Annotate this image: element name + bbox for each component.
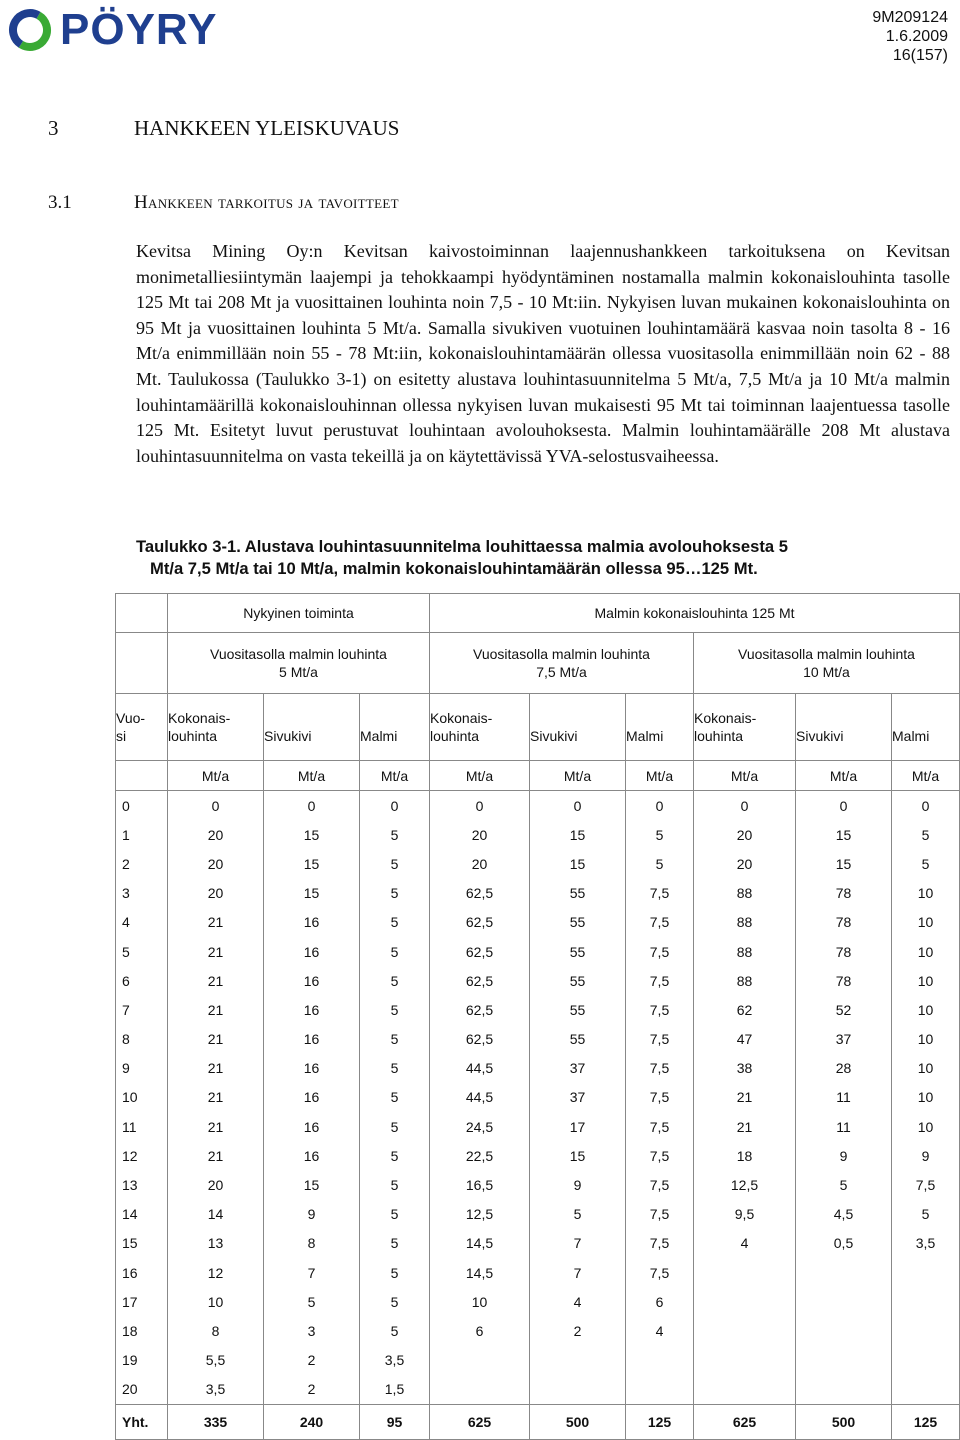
value-cell <box>626 1346 694 1375</box>
value-cell: 62,5 <box>430 966 530 995</box>
subsection-heading <box>48 192 399 214</box>
value-cell: 55 <box>530 966 626 995</box>
value-cell: 21 <box>168 966 264 995</box>
value-cell: 6 <box>626 1287 694 1316</box>
value-cell: 16,5 <box>430 1170 530 1199</box>
value-cell: 55 <box>530 995 626 1024</box>
year-cell: 13 <box>116 1170 168 1199</box>
body-paragraph: Kevitsa Mining Oy:n Kevitsan kaivostoiminnan laajennushankkeen tarkoituksena on Kevitsan monimetalliesiintymän laajempi ja tehokkaampi hyödyntäminen nostamalla malmin kokonaislouhinta tasolle 125 Mt tai 208 Mt ja vuosittainen louhinta noin 7,5 - 10 Mt:iin. Nykyisen luvan mukainen kokonaislouhinta on 95 Mt ja vuosittainen louhinta 5 Mt/a. Samalla sivukiven vuotuinen louhintamäärä kasvaa noin tasolta 8 - 16 Mt/a enimmillään noin 55 - 78 Mt:iin, kokonaislouhintamäärän ollessa vuositasolla enimmillään noin 62 - 88 Mt. Taulukossa (Taulukko 3-1) on esitetty alustava louhintasuunnitelma 5 Mt/a, 7,5 Mt/a ja 10 Mt/a malmin louhintamäärillä kokonaislouhinnan ollessa nykyisen luvan mukaisesti 95 Mt tai toiminnan laajentuessa tasolle 125 Mt. Esitetyt luvut perustuvat louhintaan avolouhoksesta. Malmin louhintamäärälle 208 Mt alustava louhintasuunnitelma on vasta tekeillä ja on käytettävissä YVA-selostusvaiheessa. <box>136 241 950 466</box>
total-cell: 125 <box>892 1404 960 1439</box>
section-number: 3 <box>48 116 59 140</box>
col-header-waste: Sivukivi <box>530 694 626 761</box>
table-caption-line1: Taulukko 3-1. Alustava louhintasuunnitelma louhittaessa malmia avolouhoksesta 5 <box>136 537 788 556</box>
document-date: 1.6.2009 <box>885 28 948 45</box>
value-cell: 0,5 <box>796 1229 892 1258</box>
value-cell: 16 <box>264 1025 360 1054</box>
value-cell: 28 <box>796 1054 892 1083</box>
poyry-logo-icon <box>8 8 52 52</box>
value-cell: 4,5 <box>796 1200 892 1229</box>
value-cell: 78 <box>796 879 892 908</box>
value-cell: 88 <box>694 908 796 937</box>
value-cell: 9 <box>796 1141 892 1170</box>
value-cell: 5 <box>360 1287 430 1316</box>
value-cell <box>430 1375 530 1405</box>
value-cell: 55 <box>530 1025 626 1054</box>
value-cell: 15 <box>264 849 360 878</box>
value-cell: 20 <box>168 849 264 878</box>
value-cell: 0 <box>892 791 960 821</box>
value-cell: 37 <box>530 1083 626 1112</box>
value-cell: 0 <box>360 791 430 821</box>
value-cell: 0 <box>796 791 892 821</box>
year-cell: 6 <box>116 966 168 995</box>
value-cell: 7,5 <box>626 1112 694 1141</box>
unit-cell: Mt/a <box>796 761 892 791</box>
year-cell: 8 <box>116 1025 168 1054</box>
value-cell: 5 <box>360 1200 430 1229</box>
value-cell: 12,5 <box>694 1170 796 1199</box>
value-cell: 10 <box>892 1025 960 1054</box>
value-cell <box>796 1316 892 1345</box>
value-cell: 21 <box>694 1112 796 1141</box>
value-cell: 21 <box>694 1083 796 1112</box>
total-cell: 500 <box>796 1404 892 1439</box>
value-cell: 20 <box>694 849 796 878</box>
value-cell: 14,5 <box>430 1229 530 1258</box>
logo-text: PÖYRY <box>60 5 218 54</box>
value-cell: 62,5 <box>430 995 530 1024</box>
value-cell: 5 <box>360 937 430 966</box>
table-row <box>116 1141 960 1170</box>
value-cell: 88 <box>694 937 796 966</box>
table-row <box>116 1258 960 1287</box>
total-label: Yht. <box>116 1404 168 1439</box>
value-cell: 10 <box>892 966 960 995</box>
value-cell: 20 <box>430 849 530 878</box>
value-cell: 7,5 <box>626 1200 694 1229</box>
col-header-ore: Malmi <box>892 694 960 761</box>
value-cell: 5 <box>892 849 960 878</box>
value-cell <box>796 1375 892 1405</box>
value-cell: 9 <box>264 1200 360 1229</box>
value-cell: 5 <box>360 1054 430 1083</box>
year-cell: 14 <box>116 1200 168 1229</box>
value-cell: 0 <box>530 791 626 821</box>
corner-cell <box>116 594 168 633</box>
value-cell: 10 <box>892 937 960 966</box>
value-cell: 5 <box>530 1200 626 1229</box>
value-cell: 78 <box>796 937 892 966</box>
year-cell: 2 <box>116 849 168 878</box>
value-cell: 44,5 <box>430 1054 530 1083</box>
table-row <box>116 1200 960 1229</box>
value-cell: 62,5 <box>430 937 530 966</box>
value-cell: 20 <box>168 820 264 849</box>
value-cell: 15 <box>264 1170 360 1199</box>
value-cell: 2 <box>264 1375 360 1405</box>
value-cell: 78 <box>796 908 892 937</box>
value-cell: 16 <box>264 1054 360 1083</box>
unit-cell: Mt/a <box>264 761 360 791</box>
value-cell: 10 <box>430 1287 530 1316</box>
value-cell: 3,5 <box>168 1375 264 1405</box>
value-cell: 44,5 <box>430 1083 530 1112</box>
section-title: HANKKEEN YLEISKUVAUS <box>134 116 400 140</box>
value-cell: 7 <box>264 1258 360 1287</box>
value-cell: 2 <box>530 1316 626 1345</box>
value-cell <box>530 1346 626 1375</box>
table-row <box>116 791 960 821</box>
value-cell: 55 <box>530 879 626 908</box>
value-cell: 15 <box>796 849 892 878</box>
value-cell: 13 <box>168 1229 264 1258</box>
unit-cell: Mt/a <box>430 761 530 791</box>
value-cell: 7,5 <box>626 995 694 1024</box>
value-cell: 15 <box>530 1141 626 1170</box>
subsection-number: 3.1 <box>48 192 72 213</box>
value-cell: 37 <box>530 1054 626 1083</box>
value-cell: 62 <box>694 995 796 1024</box>
total-cell: 625 <box>694 1404 796 1439</box>
table-row <box>116 1346 960 1375</box>
total-cell: 240 <box>264 1404 360 1439</box>
value-cell: 0 <box>430 791 530 821</box>
total-cell: 125 <box>626 1404 694 1439</box>
value-cell: 4 <box>530 1287 626 1316</box>
value-cell: 5 <box>796 1170 892 1199</box>
year-cell: 3 <box>116 879 168 908</box>
table-row <box>116 995 960 1024</box>
col-header-waste: Sivukivi <box>264 694 360 761</box>
value-cell: 7,5 <box>892 1170 960 1199</box>
value-cell: 5 <box>360 1112 430 1141</box>
value-cell: 4 <box>626 1316 694 1345</box>
value-cell <box>694 1316 796 1345</box>
document-meta <box>872 8 948 65</box>
value-cell: 5 <box>626 820 694 849</box>
group-header-expanded: Malmin kokonaislouhinta 125 Mt <box>430 594 960 633</box>
value-cell: 15 <box>530 820 626 849</box>
value-cell: 21 <box>168 1025 264 1054</box>
value-cell: 9,5 <box>694 1200 796 1229</box>
value-cell: 62,5 <box>430 1025 530 1054</box>
value-cell <box>694 1375 796 1405</box>
col-header-total: Kokonais- louhinta <box>168 694 264 761</box>
value-cell: 55 <box>530 908 626 937</box>
table-row <box>116 1375 960 1405</box>
total-cell: 625 <box>430 1404 530 1439</box>
value-cell: 5,5 <box>168 1346 264 1375</box>
value-cell: 7,5 <box>626 1025 694 1054</box>
table-row <box>116 1287 960 1316</box>
value-cell <box>892 1375 960 1405</box>
col-header-ore: Malmi <box>360 694 430 761</box>
value-cell: 37 <box>796 1025 892 1054</box>
value-cell <box>694 1258 796 1287</box>
value-cell: 18 <box>694 1141 796 1170</box>
value-cell: 20 <box>694 820 796 849</box>
value-cell: 38 <box>694 1054 796 1083</box>
total-row <box>116 1404 960 1439</box>
value-cell: 12 <box>168 1258 264 1287</box>
value-cell: 3 <box>264 1316 360 1345</box>
value-cell <box>892 1287 960 1316</box>
value-cell <box>892 1346 960 1375</box>
value-cell: 21 <box>168 908 264 937</box>
unit-cell: Mt/a <box>892 761 960 791</box>
mining-plan-table <box>115 593 960 1440</box>
value-cell: 21 <box>168 1054 264 1083</box>
value-cell: 7,5 <box>626 937 694 966</box>
table-row <box>116 1025 960 1054</box>
value-cell: 15 <box>264 820 360 849</box>
value-cell: 16 <box>264 966 360 995</box>
value-cell: 7,5 <box>626 879 694 908</box>
scenario-header-5: Vuositasolla malmin louhinta 5 Mt/a <box>168 633 430 694</box>
year-cell: 20 <box>116 1375 168 1405</box>
value-cell: 20 <box>430 820 530 849</box>
value-cell: 3,5 <box>892 1229 960 1258</box>
value-cell <box>530 1375 626 1405</box>
value-cell: 5 <box>360 966 430 995</box>
value-cell: 7,5 <box>626 1083 694 1112</box>
year-cell: 18 <box>116 1316 168 1345</box>
page-number: 16(157) <box>892 47 948 64</box>
value-cell: 21 <box>168 1112 264 1141</box>
value-cell: 5 <box>360 908 430 937</box>
value-cell: 21 <box>168 995 264 1024</box>
year-cell: 15 <box>116 1229 168 1258</box>
table-row <box>116 820 960 849</box>
value-cell: 21 <box>168 937 264 966</box>
value-cell: 7 <box>530 1229 626 1258</box>
col-header-total: Kokonais- louhinta <box>430 694 530 761</box>
value-cell: 5 <box>892 820 960 849</box>
value-cell: 14 <box>168 1200 264 1229</box>
value-cell: 6 <box>430 1316 530 1345</box>
value-cell: 10 <box>892 1054 960 1083</box>
value-cell: 5 <box>360 849 430 878</box>
value-cell: 0 <box>694 791 796 821</box>
year-cell: 1 <box>116 820 168 849</box>
value-cell: 7,5 <box>626 1170 694 1199</box>
value-cell <box>892 1316 960 1345</box>
value-cell: 7,5 <box>626 1258 694 1287</box>
value-cell: 47 <box>694 1025 796 1054</box>
value-cell: 16 <box>264 995 360 1024</box>
value-cell: 10 <box>892 908 960 937</box>
table-row <box>116 908 960 937</box>
value-cell: 8 <box>168 1316 264 1345</box>
value-cell: 5 <box>626 849 694 878</box>
table-row <box>116 849 960 878</box>
value-cell: 20 <box>168 1170 264 1199</box>
value-cell: 7,5 <box>626 1141 694 1170</box>
year-cell: 16 <box>116 1258 168 1287</box>
value-cell: 9 <box>530 1170 626 1199</box>
unit-cell: Mt/a <box>360 761 430 791</box>
value-cell: 10 <box>168 1287 264 1316</box>
value-cell <box>796 1258 892 1287</box>
value-cell: 21 <box>168 1083 264 1112</box>
company-logo <box>8 4 217 56</box>
value-cell: 10 <box>892 879 960 908</box>
table-row <box>116 1083 960 1112</box>
unit-cell: Mt/a <box>694 761 796 791</box>
value-cell: 78 <box>796 966 892 995</box>
value-cell: 55 <box>530 937 626 966</box>
value-cell: 0 <box>168 791 264 821</box>
value-cell: 14,5 <box>430 1258 530 1287</box>
value-cell: 15 <box>530 849 626 878</box>
value-cell: 7,5 <box>626 908 694 937</box>
table-row <box>116 966 960 995</box>
value-cell <box>892 1258 960 1287</box>
value-cell: 88 <box>694 966 796 995</box>
value-cell: 20 <box>168 879 264 908</box>
value-cell <box>430 1346 530 1375</box>
unit-cell: Mt/a <box>626 761 694 791</box>
value-cell: 88 <box>694 879 796 908</box>
value-cell: 15 <box>264 879 360 908</box>
table-row <box>116 1316 960 1345</box>
year-cell: 10 <box>116 1083 168 1112</box>
year-cell: 11 <box>116 1112 168 1141</box>
value-cell: 10 <box>892 995 960 1024</box>
value-cell: 5 <box>360 879 430 908</box>
table-caption-line2: Mt/a 7,5 Mt/a tai 10 Mt/a, malmin kokonaislouhintamäärän ollessa 95…125 Mt. <box>150 559 758 578</box>
value-cell: 5 <box>264 1287 360 1316</box>
table-row <box>116 1112 960 1141</box>
year-header: Vuo- si <box>116 694 168 761</box>
value-cell: 10 <box>892 1112 960 1141</box>
value-cell: 4 <box>694 1229 796 1258</box>
col-header-total: Kokonais- louhinta <box>694 694 796 761</box>
value-cell: 16 <box>264 908 360 937</box>
col-header-waste: Sivukivi <box>796 694 892 761</box>
value-cell: 5 <box>892 1200 960 1229</box>
value-cell: 62,5 <box>430 908 530 937</box>
table-row <box>116 1054 960 1083</box>
value-cell: 5 <box>360 820 430 849</box>
value-cell: 11 <box>796 1112 892 1141</box>
unit-cell: Mt/a <box>168 761 264 791</box>
year-cell: 17 <box>116 1287 168 1316</box>
section-heading <box>48 116 399 141</box>
value-cell: 5 <box>360 1316 430 1345</box>
value-cell: 10 <box>892 1083 960 1112</box>
value-cell: 7,5 <box>626 1229 694 1258</box>
value-cell <box>796 1346 892 1375</box>
col-header-ore: Malmi <box>626 694 694 761</box>
document-id: 9M209124 <box>872 9 948 26</box>
value-cell: 22,5 <box>430 1141 530 1170</box>
table-caption <box>136 536 946 580</box>
unit-cell-empty <box>116 761 168 791</box>
value-cell: 52 <box>796 995 892 1024</box>
value-cell: 17 <box>530 1112 626 1141</box>
value-cell: 21 <box>168 1141 264 1170</box>
value-cell: 0 <box>264 791 360 821</box>
year-cell: 9 <box>116 1054 168 1083</box>
total-cell: 95 <box>360 1404 430 1439</box>
value-cell: 8 <box>264 1229 360 1258</box>
group-header-current: Nykyinen toiminta <box>168 594 430 633</box>
value-cell: 5 <box>360 1258 430 1287</box>
value-cell: 12,5 <box>430 1200 530 1229</box>
value-cell: 7,5 <box>626 966 694 995</box>
year-cell: 19 <box>116 1346 168 1375</box>
value-cell <box>694 1287 796 1316</box>
scenario-header-10: Vuositasolla malmin louhinta 10 Mt/a <box>694 633 960 694</box>
value-cell: 7,5 <box>626 1054 694 1083</box>
value-cell: 5 <box>360 1229 430 1258</box>
total-cell: 500 <box>530 1404 626 1439</box>
corner-cell <box>116 633 168 694</box>
value-cell: 0 <box>626 791 694 821</box>
year-cell: 7 <box>116 995 168 1024</box>
value-cell: 5 <box>360 995 430 1024</box>
value-cell <box>796 1287 892 1316</box>
table-row <box>116 937 960 966</box>
scenario-header-7-5: Vuositasolla malmin louhinta 7,5 Mt/a <box>430 633 694 694</box>
value-cell <box>694 1346 796 1375</box>
value-cell: 5 <box>360 1025 430 1054</box>
year-cell: 12 <box>116 1141 168 1170</box>
value-cell: 9 <box>892 1141 960 1170</box>
table-row <box>116 1170 960 1199</box>
subsection-title: Hankkeen tarkoitus ja tavoitteet <box>134 192 399 213</box>
value-cell: 16 <box>264 1141 360 1170</box>
year-cell: 5 <box>116 937 168 966</box>
value-cell: 5 <box>360 1170 430 1199</box>
value-cell: 5 <box>360 1141 430 1170</box>
value-cell: 62,5 <box>430 879 530 908</box>
unit-cell: Mt/a <box>530 761 626 791</box>
value-cell: 11 <box>796 1083 892 1112</box>
value-cell: 3,5 <box>360 1346 430 1375</box>
value-cell: 16 <box>264 1083 360 1112</box>
value-cell: 7 <box>530 1258 626 1287</box>
year-cell: 4 <box>116 908 168 937</box>
value-cell: 16 <box>264 937 360 966</box>
value-cell: 16 <box>264 1112 360 1141</box>
value-cell: 2 <box>264 1346 360 1375</box>
year-cell: 0 <box>116 791 168 821</box>
total-cell: 335 <box>168 1404 264 1439</box>
value-cell <box>626 1375 694 1405</box>
value-cell: 5 <box>360 1083 430 1112</box>
value-cell: 15 <box>796 820 892 849</box>
value-cell: 24,5 <box>430 1112 530 1141</box>
table-row <box>116 1229 960 1258</box>
table-row <box>116 879 960 908</box>
value-cell: 1,5 <box>360 1375 430 1405</box>
